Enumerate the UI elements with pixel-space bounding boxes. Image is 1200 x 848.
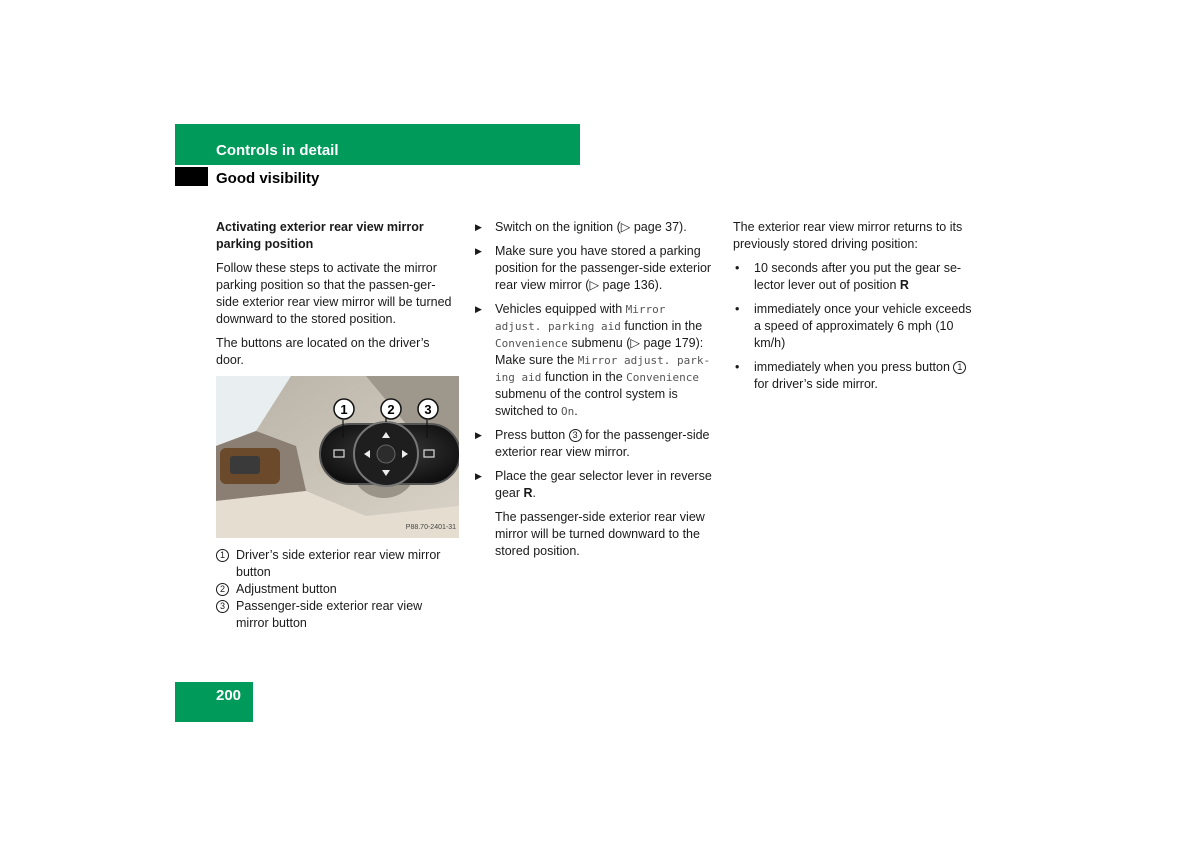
result-paragraph: The passenger-side exterior rear view mirror will be turned downward to the stored position. bbox=[495, 510, 705, 558]
display-message: On bbox=[561, 405, 575, 418]
bullet-text: immediately when you press button 1 for driver’s side mirror. bbox=[754, 360, 966, 391]
callout-2 bbox=[381, 399, 401, 419]
bullet-text: 10 seconds after you put the gear se-lector lever out of position R bbox=[754, 261, 962, 292]
callout-number: 1 bbox=[953, 361, 966, 374]
legend-text: Adjustment button bbox=[236, 582, 337, 596]
triangle-right-icon: ▶ bbox=[475, 304, 482, 314]
bullet-item bbox=[733, 260, 977, 294]
location-paragraph: The buttons are located on the driver’s door. bbox=[216, 336, 430, 367]
triangle-right-icon: ▶ bbox=[475, 246, 482, 256]
step-item bbox=[474, 427, 718, 461]
callout-3 bbox=[418, 399, 438, 419]
step-text: Place the gear selector lever in reverse gear R. bbox=[495, 469, 712, 500]
callout-number: 1 bbox=[216, 549, 229, 562]
triangle-right-icon: ▶ bbox=[475, 222, 482, 232]
door-controls-photo bbox=[216, 376, 459, 538]
step-item bbox=[474, 301, 718, 420]
step-item bbox=[474, 243, 718, 294]
step-text: Press button 3 for the passenger-side exterior rear view mirror. bbox=[495, 428, 710, 459]
column-left bbox=[216, 219, 456, 632]
step-item bbox=[474, 468, 718, 502]
display-message: Mirror adjust. park-ing aid bbox=[495, 354, 711, 384]
display-message: Convenience bbox=[495, 337, 568, 350]
bullet-text: immediately once your vehicle exceeds a speed of approximately 6 mph (10 km/h) bbox=[754, 302, 972, 350]
triangle-right-icon: ▶ bbox=[475, 430, 482, 440]
column-right bbox=[733, 219, 977, 400]
svg-text:3: 3 bbox=[424, 402, 432, 417]
legend-item bbox=[216, 581, 456, 598]
callout-number: 3 bbox=[216, 600, 229, 613]
triangle-right-icon: ▶ bbox=[475, 471, 482, 481]
intro-paragraph: Follow these steps to activate the mirror parking position so that the passen-ger-side exterior rear view mirror will be turned downward to the stored position. bbox=[216, 261, 452, 326]
page-number: 200 bbox=[216, 687, 242, 704]
column-middle bbox=[474, 219, 718, 567]
page-number-box bbox=[175, 682, 253, 722]
legend-text: Passenger-side exterior rear view mirror button bbox=[236, 599, 423, 630]
bullet-item bbox=[733, 301, 977, 352]
svg-text:1: 1 bbox=[340, 402, 348, 417]
display-message: Mirror adjust. parking aid bbox=[495, 303, 666, 333]
bullet-dot-icon: • bbox=[735, 360, 740, 374]
callout-number: 2 bbox=[216, 583, 229, 596]
step-item bbox=[474, 219, 718, 236]
section-title: Controls in detail bbox=[216, 142, 339, 159]
procedure-heading: Activating exterior rear view mirror parking position bbox=[216, 220, 424, 251]
step-text: Make sure you have stored a parking position for the passenger-side exterior rear view mirror (▷ page 136). bbox=[495, 244, 712, 292]
step-text: Vehicles equipped with Mirror adjust. parking aid function in the Convenience submenu (▷ page 179): Make sure the Mirror adjust. park-ing aid function in the Convenience submenu of the control system is switched to On. bbox=[495, 302, 711, 418]
legend-text: Driver’s side exterior rear view mirror button bbox=[236, 548, 441, 579]
subsection-marker bbox=[175, 167, 208, 186]
intro-paragraph: The exterior rear view mirror returns to its previously stored driving position: bbox=[733, 220, 963, 251]
legend-item bbox=[216, 547, 456, 581]
display-message: Convenience bbox=[626, 371, 699, 384]
svg-text:2: 2 bbox=[387, 402, 395, 417]
callout-1 bbox=[334, 399, 354, 419]
photo-code: P88.70-2401-31 bbox=[405, 524, 456, 531]
callout-number: 3 bbox=[569, 429, 582, 442]
bullet-dot-icon: • bbox=[735, 261, 740, 275]
legend-item bbox=[216, 598, 456, 632]
step-text: Switch on the ignition (▷ page 37). bbox=[495, 220, 687, 234]
subsection-title: Good visibility bbox=[216, 170, 320, 187]
door-controls-illustration bbox=[216, 376, 459, 538]
bullet-dot-icon: • bbox=[735, 302, 740, 316]
bullet-item bbox=[733, 359, 977, 393]
